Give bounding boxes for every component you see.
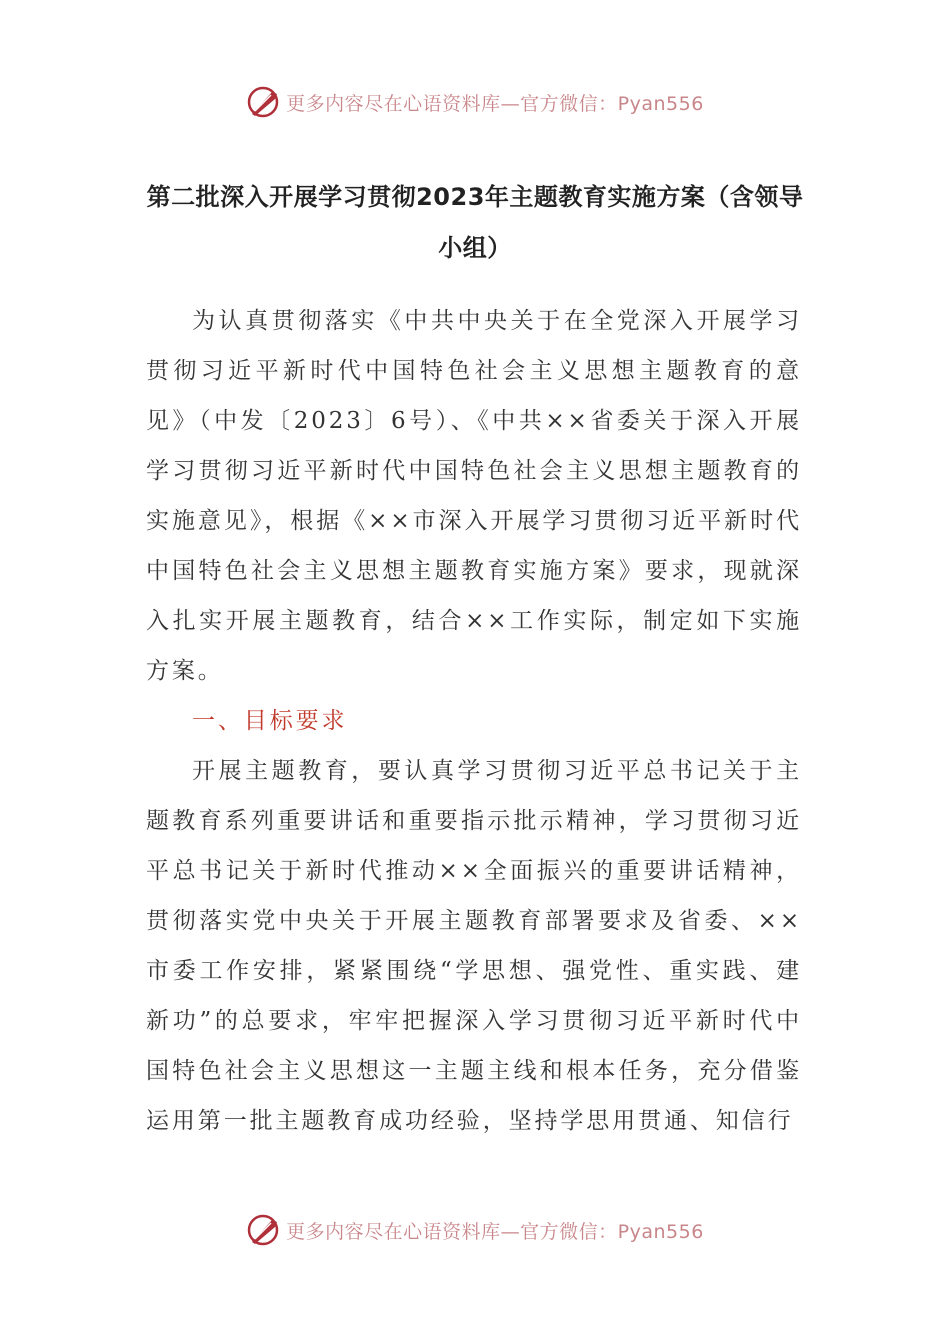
pen-logo-icon — [246, 1212, 282, 1248]
footer-banner-text: 更多内容尽在心语资料库—官方微信：Pyan556 — [286, 1220, 704, 1243]
body-paragraph: 开展主题教育，要认真学习贯彻习近平总书记关于主题教育系列重要讲话和重要指示批示精神，学习贯彻习近平总书记关于新时代推动××全面振兴的重要讲话精神，贯彻落实党中央关于开展主题教育部署要求及省委、××市委工作安排，紧紧围绕“学思想、强党性、重实践、建新功”的总要求，牢牢把握深入学习贯彻习近平新时代中国特色社会主义思想这一主题主线和根本任务，充分借鉴运用第一批主题教育成功经验，坚持学思用贯通、知信行 — [146, 758, 802, 1134]
intro-paragraph: 为认真贯彻落实《中共中央关于在全党深入开展学习贯彻习近平新时代中国特色社会主义思想主题教育的意见》（中发〔2023〕6号）、《中共××省委关于深入开展学习贯彻习近平新时代中国特色社会主义思想主题教育的实施意见》，根据《××市深入开展学习贯彻习近平新时代中国特色社会主义思想主题教育实施方案》要求，现就深入扎实开展主题教育，结合××工作实际，制定如下实施方案。 — [146, 308, 802, 684]
document-body — [146, 296, 802, 1146]
document-title: 第二批深入开展学习贯彻2023年主题教育实施方案（含领导小组） — [146, 183, 804, 262]
footer-banner — [0, 1208, 950, 1252]
header-wechat-id: Pyan556 — [617, 92, 704, 115]
section-heading: 一、目标要求 — [192, 708, 348, 734]
header-banner — [0, 80, 950, 124]
footer-wechat-id: Pyan556 — [617, 1220, 704, 1243]
header-banner-text: 更多内容尽在心语资料库—官方微信：Pyan556 — [286, 92, 704, 115]
pen-logo-icon — [246, 84, 282, 120]
